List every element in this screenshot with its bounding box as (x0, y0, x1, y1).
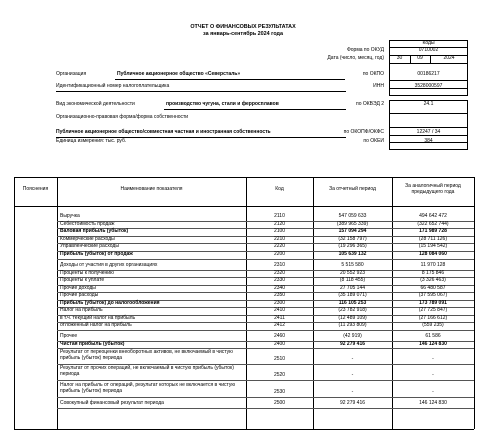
codes-header: Коды (422, 40, 435, 46)
col-header-notes: Пояснения (22, 186, 49, 192)
okpo-value: 00186217 (417, 71, 440, 77)
org-label: Организация (56, 71, 87, 77)
row-name: отложенный налог на прибыль (60, 322, 132, 328)
row-code: 2400 (273, 341, 286, 347)
okopf-value: 12247 / 34 (416, 129, 441, 135)
row-current-value: 92 279 416 (339, 400, 366, 406)
col-header-current: За отчетный период (329, 186, 376, 192)
form-label: Организационно-правовая форма/форма собственности (56, 114, 189, 120)
row-name: Себестоимость продаж (60, 221, 115, 227)
row-name: Результат от переоценки внеоборотных активов, не включаемый в чистую прибыль (убыток) периода (60, 349, 233, 361)
row-previous-value: (28 711 126) (419, 236, 447, 242)
row-name: Управленческие расходы (60, 243, 119, 249)
inn-short: ИНН (373, 83, 384, 89)
col-header-name: Наименование показателя (120, 186, 183, 192)
inn-label: Идентификационный номер налогоплательщика (56, 83, 170, 89)
okved-label: по ОКВЭД 2 (356, 101, 384, 107)
row-previous-value: (37 595 067) (418, 292, 448, 298)
row-previous-value: 66 480 587 (420, 285, 446, 291)
row-current-value: (23 782 918) (338, 307, 367, 313)
date-label: Дата (число, месяц, год) (327, 55, 384, 61)
row-code: 2300 (273, 300, 286, 306)
row-code: 2200 (273, 251, 286, 257)
row-name: Выручка (60, 213, 80, 219)
row-previous-value: (322 652 744) (417, 221, 449, 227)
row-current-value: (389 965 339) (336, 221, 369, 227)
row-current-value: 547 059 633 (338, 213, 367, 219)
row-name: Прибыль (убыток) до налогообложения (60, 300, 160, 306)
row-current-value: 5 515 580 (341, 262, 364, 268)
activity-value: производство чугуна, стали и ферросплавов (166, 101, 279, 107)
report-title: ОТЧЕТ О ФИНАНСОВЫХ РЕЗУЛЬТАТАХ (190, 24, 296, 30)
row-name: Чистая прибыль (убыток) (60, 341, 125, 347)
row-code: 2530 (273, 389, 286, 395)
row-code: 2510 (273, 356, 286, 362)
row-code: 2330 (273, 277, 286, 283)
row-previous-value: - (432, 356, 434, 362)
row-previous-value: 146 124 830 (419, 341, 447, 347)
okud-value: 0710002 (418, 47, 439, 53)
okei-value: 384 (424, 138, 433, 144)
row-name: Налог на прибыль (60, 307, 103, 313)
date-month: 09 (417, 55, 423, 61)
row-code: 2520 (273, 372, 286, 378)
row-name: Доходы от участия в других организациях (60, 262, 158, 268)
row-name: Прочее (60, 333, 78, 339)
row-current-value: 157 094 294 (338, 228, 367, 234)
row-current-value: - (351, 389, 354, 395)
col-header-previous: За аналогичный период (405, 183, 461, 189)
row-name: Прочие доходы (60, 285, 96, 291)
okei-label: по ОКЕИ (363, 138, 384, 144)
row-current-value: (12 489 109) (338, 315, 367, 321)
row-code: 2120 (273, 221, 286, 227)
row-name: Результат от прочих операций, не включаемый в чистую прибыль (убыток) периода (60, 365, 234, 377)
row-code: 2210 (273, 236, 286, 242)
col-header-code: Код (275, 186, 284, 192)
row-current-value: (42 919) (343, 333, 362, 339)
row-previous-value: (3 326 463) (420, 277, 446, 283)
row-previous-value: (27 725 847) (418, 307, 448, 313)
row-name: Прочие расходы (60, 292, 99, 298)
row-code: 2110 (274, 213, 285, 219)
row-name: Налог на прибыль от операций, результат которых не включается в чистую прибыль (убыток) периода (60, 382, 236, 394)
row-previous-value: 128 084 060 (419, 251, 447, 257)
row-code: 2500 (273, 400, 286, 406)
row-current-value: (35 189 071) (338, 292, 367, 298)
row-previous-value: 8 175 846 (421, 270, 445, 276)
row-current-value: (11 293 809) (338, 322, 367, 328)
row-current-value: 27 705 144 (339, 285, 366, 291)
row-name: Проценты к получению (60, 270, 114, 276)
row-code: 2412 (273, 322, 286, 328)
row-current-value: (19 296 365) (338, 243, 367, 249)
inn-value: 3528000597 (414, 83, 443, 89)
okpo-label: по ОКПО (362, 71, 384, 77)
row-code: 2100 (273, 228, 286, 234)
date-day: 30 (396, 55, 403, 61)
row-code: 2310 (273, 262, 286, 268)
row-current-value: (8 118 455) (339, 277, 366, 283)
form-value: Публичное акционерное общество/совместная частная и иностранная собственность (56, 129, 271, 135)
date-year: 2024 (443, 55, 455, 61)
row-name: Коммерческие расходы (60, 236, 115, 242)
row-current-value: - (351, 372, 354, 378)
row-previous-value: (15 194 542) (418, 243, 448, 249)
row-name: Совокупный финансовый результат периода (60, 400, 164, 406)
row-previous-value: 171 989 728 (419, 228, 447, 234)
row-previous-value: 494 642 472 (419, 213, 447, 219)
row-current-value: 105 639 132 (338, 251, 367, 257)
row-name: в т.ч. текущий налог на прибыль (60, 315, 136, 321)
row-previous-value: 173 789 091 (419, 300, 447, 306)
row-code: 2350 (273, 292, 286, 298)
row-code: 2410 (273, 307, 286, 313)
row-code: 2460 (273, 333, 286, 339)
row-previous-value: - (432, 389, 434, 395)
col-header-previous-2: предыдущего года (411, 189, 455, 195)
unit-label: Единица измерения: тыс. руб. (56, 138, 127, 144)
org-name: Публичное акционерное общество «Северсталь» (117, 71, 241, 77)
row-current-value: - (351, 356, 354, 362)
report-period: за январь-сентябрь 2024 года (203, 31, 283, 37)
row-current-value: (32 158 797) (338, 236, 367, 242)
okopf-label: по ОКОПФ/ОКФС (343, 129, 384, 135)
row-name: Проценты к уплате (60, 277, 105, 283)
row-code: 2411 (274, 315, 285, 321)
row-previous-value: (27 166 612) (418, 315, 448, 321)
row-code: 2320 (273, 270, 286, 276)
row-previous-value: 61 586 (425, 333, 441, 339)
row-previous-value: 11 970 128 (420, 262, 446, 268)
row-current-value: 116 105 253 (338, 300, 367, 306)
row-previous-value: 146 124 830 (419, 400, 447, 406)
row-current-value: 92 279 416 (339, 341, 366, 347)
row-name: Валовая прибыль (убыток) (60, 228, 129, 234)
row-current-value: 20 552 923 (339, 270, 366, 276)
row-code: 2340 (273, 285, 286, 291)
activity-label: Вид экономической деятельности (56, 101, 135, 107)
row-code: 2220 (273, 243, 286, 249)
okud-label: Форма по ОКУД (346, 47, 384, 53)
row-previous-value: - (432, 372, 434, 378)
row-name: Прибыль (убыток) от продаж (60, 251, 133, 257)
okved-value: 24.1 (423, 101, 434, 107)
row-previous-value: (559 235) (422, 322, 444, 328)
